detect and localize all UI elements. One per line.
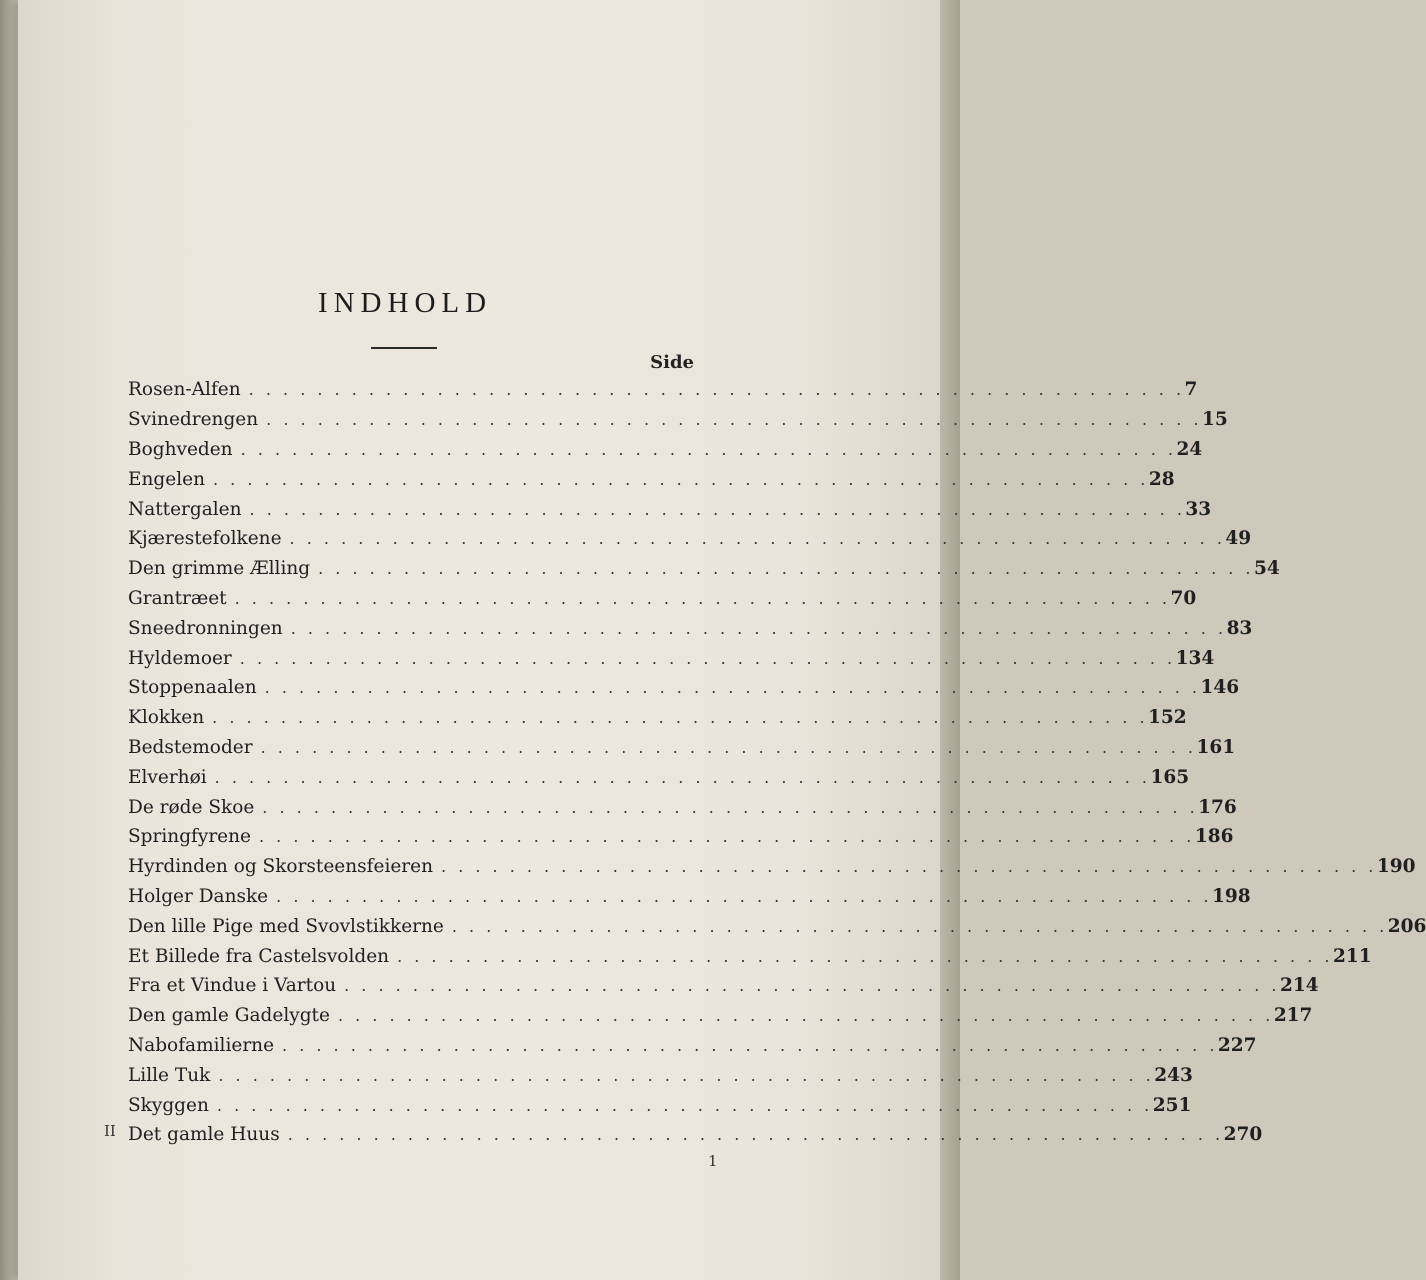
dot-leader: . . . . . . . . . . . . . . . . . . . . . . . . . . . . . . . . . . . . . . . . . . . . . . . . . . . . . . .	[248, 380, 1185, 400]
dot-leader: . . . . . . . . . . . . . . . . . . . . . . . . . . . . . . . . . . . . . . . . . . . . . . . . . . . . . . .	[344, 976, 1280, 996]
toc-entry	[128, 703, 1187, 733]
title-rule	[371, 347, 437, 349]
toc-entry	[128, 375, 1198, 405]
toc-entry-title: Bedstemoder	[128, 736, 253, 758]
toc-entry-page: 270	[1223, 1124, 1263, 1146]
toc-entry-page: 54	[1254, 558, 1280, 580]
dot-leader: . . . . . . . . . . . . . . . . . . . . . . . . . . . . . . . . . . . . . . . . . . . . . . . . . . . . . . .	[441, 857, 1377, 877]
toc-entry	[128, 405, 1228, 435]
toc-entry	[128, 971, 1319, 1001]
toc-entry-title: Sneedronningen	[128, 617, 283, 639]
toc-entry	[128, 1090, 1192, 1120]
toc-entry	[128, 673, 1240, 703]
toc-entry	[128, 494, 1212, 524]
toc-entry-page: 227	[1217, 1034, 1257, 1056]
toc-entry-title: Det gamle Huus	[128, 1124, 280, 1146]
dot-leader: . . . . . . . . . . . . . . . . . . . . . . . . . . . . . . . . . . . . . . . . . . . . . . . . . . . . . . .	[287, 1125, 1224, 1145]
toc-entry-page: 70	[1170, 587, 1197, 609]
page-edge	[940, 0, 960, 1280]
page-title: INDHOLD	[317, 287, 493, 319]
toc-entry-page: 211	[1332, 945, 1372, 967]
toc-entry-page: 186	[1194, 826, 1234, 848]
dot-leader: . . . . . . . . . . . . . . . . . . . . . . . . . . . . . . . . . . . . . . . . . . . . . . . . . . . . . . .	[239, 648, 1176, 668]
toc-entry-page: 146	[1200, 677, 1240, 699]
toc-entry-page: 49	[1225, 528, 1252, 550]
dot-leader: . . . . . . . . . . . . . . . . . . . . . . . . . . . . . . . . . . . . . . . . . . . . . . . . . . . . . . .	[264, 678, 1201, 698]
toc-entry	[128, 613, 1253, 643]
page-column-label: Side	[650, 352, 694, 373]
page-number: 1	[708, 1152, 718, 1170]
toc-entry-title: Nattergalen	[128, 498, 242, 520]
toc-entry-page: 152	[1148, 707, 1187, 729]
toc-entry-page: 214	[1280, 975, 1319, 997]
toc-entry-title: Lille Tuk	[128, 1064, 211, 1086]
toc-entry	[128, 882, 1251, 912]
toc-entry-page: 243	[1154, 1064, 1193, 1086]
toc-entry-page: 15	[1202, 409, 1228, 431]
signature-mark: II	[104, 1122, 116, 1140]
toc-entry	[128, 464, 1175, 494]
toc-entry	[128, 643, 1215, 673]
toc-entry-page: 176	[1198, 796, 1237, 818]
toc-entry-title: Svinedrengen	[128, 409, 259, 431]
toc-entry-title: Den gamle Gadelygte	[128, 1005, 330, 1027]
dot-leader: . . . . . . . . . . . . . . . . . . . . . . . . . . . . . . . . . . . . . . . . . . . . . . . . . . . . . . .	[240, 439, 1177, 459]
toc-entry-page: 206	[1387, 915, 1426, 937]
dot-leader: . . . . . . . . . . . . . . . . . . . . . . . . . . . . . . . . . . . . . . . . . . . . . . . . . . . . . . .	[290, 618, 1227, 638]
toc-entry-page: 217	[1273, 1005, 1313, 1027]
toc-entry	[128, 762, 1190, 792]
toc-entry	[128, 1060, 1193, 1090]
toc-entry-title: Engelen	[128, 468, 205, 490]
toc-entry-page: 198	[1212, 885, 1251, 907]
toc-entry-page: 28	[1148, 468, 1175, 490]
dot-leader: . . . . . . . . . . . . . . . . . . . . . . . . . . . . . . . . . . . . . . . . . . . . . . . . . . . . . . .	[282, 1035, 1218, 1055]
dot-leader: . . . . . . . . . . . . . . . . . . . . . . . . . . . . . . . . . . . . . . . . . . . . . . . . . . . . . . .	[451, 916, 1388, 936]
dot-leader: . . . . . . . . . . . . . . . . . . . . . . . . . . . . . . . . . . . . . . . . . . . . . . . . . . . . . . .	[216, 1095, 1153, 1115]
toc-entry	[128, 941, 1372, 971]
toc-entry-title: Boghveden	[128, 438, 233, 460]
toc-entry-page: 161	[1196, 736, 1236, 758]
dot-leader: . . . . . . . . . . . . . . . . . . . . . . . . . . . . . . . . . . . . . . . . . . . . . . . . . . . . . . .	[214, 767, 1151, 787]
toc-entry-title: De røde Skoe	[128, 796, 255, 818]
dot-leader: . . . . . . . . . . . . . . . . . . . . . . . . . . . . . . . . . . . . . . . . . . . . . . . . . . . . . . .	[234, 588, 1171, 608]
dot-leader: . . . . . . . . . . . . . . . . . . . . . . . . . . . . . . . . . . . . . . . . . . . . . . . . . . . . . . .	[276, 886, 1213, 906]
toc-entry-title: Grantræet	[128, 587, 227, 609]
dot-leader: . . . . . . . . . . . . . . . . . . . . . . . . . . . . . . . . . . . . . . . . . . . . . . . . . . . . . . .	[318, 559, 1254, 579]
toc-entry-title: Hyldemoer	[128, 647, 232, 669]
toc-entry-page: 24	[1176, 438, 1203, 460]
toc-entry-page: 83	[1226, 617, 1253, 639]
dot-leader: . . . . . . . . . . . . . . . . . . . . . . . . . . . . . . . . . . . . . . . . . . . . . . . . . . . . . . .	[213, 469, 1149, 489]
toc-entry-page: 251	[1152, 1094, 1192, 1116]
toc-entry	[128, 792, 1237, 822]
toc-entry-page: 7	[1184, 379, 1198, 401]
table-of-contents	[128, 375, 1426, 1150]
toc-entry	[128, 1031, 1257, 1061]
toc-entry-title: Kjærestefolkene	[128, 528, 282, 550]
toc-entry-title: Elverhøi	[128, 766, 207, 788]
toc-entry	[128, 1001, 1313, 1031]
dot-leader: . . . . . . . . . . . . . . . . . . . . . . . . . . . . . . . . . . . . . . . . . . . . . . . . . . . . . . .	[289, 529, 1226, 549]
toc-entry	[128, 524, 1252, 554]
toc-entry-title: Den lille Pige med Svovlstikkerne	[128, 915, 444, 937]
toc-entry-title: Fra et Vindue i Vartou	[128, 975, 337, 997]
toc-entry	[128, 1120, 1263, 1150]
toc-entry-page: 33	[1185, 498, 1212, 520]
dot-leader: . . . . . . . . . . . . . . . . . . . . . . . . . . . . . . . . . . . . . . . . . . . . . . . . . . . . . . .	[397, 946, 1333, 966]
toc-entry-title: Skyggen	[128, 1094, 209, 1116]
toc-entry-title: Den grimme Ælling	[128, 558, 311, 580]
toc-entry	[128, 852, 1416, 882]
toc-entry-title: Klokken	[128, 707, 205, 729]
dot-leader: . . . . . . . . . . . . . . . . . . . . . . . . . . . . . . . . . . . . . . . . . . . . . . . . . . . . . . .	[266, 410, 1203, 430]
toc-entry	[128, 435, 1203, 465]
toc-entry-title: Holger Danske	[128, 885, 269, 907]
toc-entry	[128, 733, 1236, 763]
dot-leader: . . . . . . . . . . . . . . . . . . . . . . . . . . . . . . . . . . . . . . . . . . . . . . . . . . . . . . .	[249, 499, 1186, 519]
toc-entry-title: Nabofamilierne	[128, 1034, 275, 1056]
toc-entry	[128, 584, 1197, 614]
toc-entry-title: Stoppenaalen	[128, 677, 257, 699]
toc-entry-title: Springfyrene	[128, 826, 251, 848]
dot-leader: . . . . . . . . . . . . . . . . . . . . . . . . . . . . . . . . . . . . . . . . . . . . . . . . . . . . . . .	[260, 737, 1197, 757]
toc-entry-page: 134	[1175, 647, 1215, 669]
toc-entry-page: 190	[1376, 856, 1416, 878]
dot-leader: . . . . . . . . . . . . . . . . . . . . . . . . . . . . . . . . . . . . . . . . . . . . . . . . . . . . . . .	[262, 797, 1199, 817]
dot-leader: . . . . . . . . . . . . . . . . . . . . . . . . . . . . . . . . . . . . . . . . . . . . . . . . . . . . . . .	[337, 1006, 1274, 1026]
toc-entry	[128, 822, 1234, 852]
toc-entry-title: Rosen-Alfen	[128, 379, 241, 401]
toc-entry	[128, 911, 1426, 941]
toc-entry-page: 165	[1150, 766, 1190, 788]
dot-leader: . . . . . . . . . . . . . . . . . . . . . . . . . . . . . . . . . . . . . . . . . . . . . . . . . . . . . . .	[259, 827, 1195, 847]
toc-entry-title: Et Billede fra Castelsvolden	[128, 945, 390, 967]
dot-leader: . . . . . . . . . . . . . . . . . . . . . . . . . . . . . . . . . . . . . . . . . . . . . . . . . . . . . . .	[212, 708, 1149, 728]
toc-entry	[128, 554, 1280, 584]
dot-leader: . . . . . . . . . . . . . . . . . . . . . . . . . . . . . . . . . . . . . . . . . . . . . . . . . . . . . . .	[218, 1065, 1155, 1085]
toc-entry-title: Hyrdinden og Skorsteensfeieren	[128, 856, 434, 878]
